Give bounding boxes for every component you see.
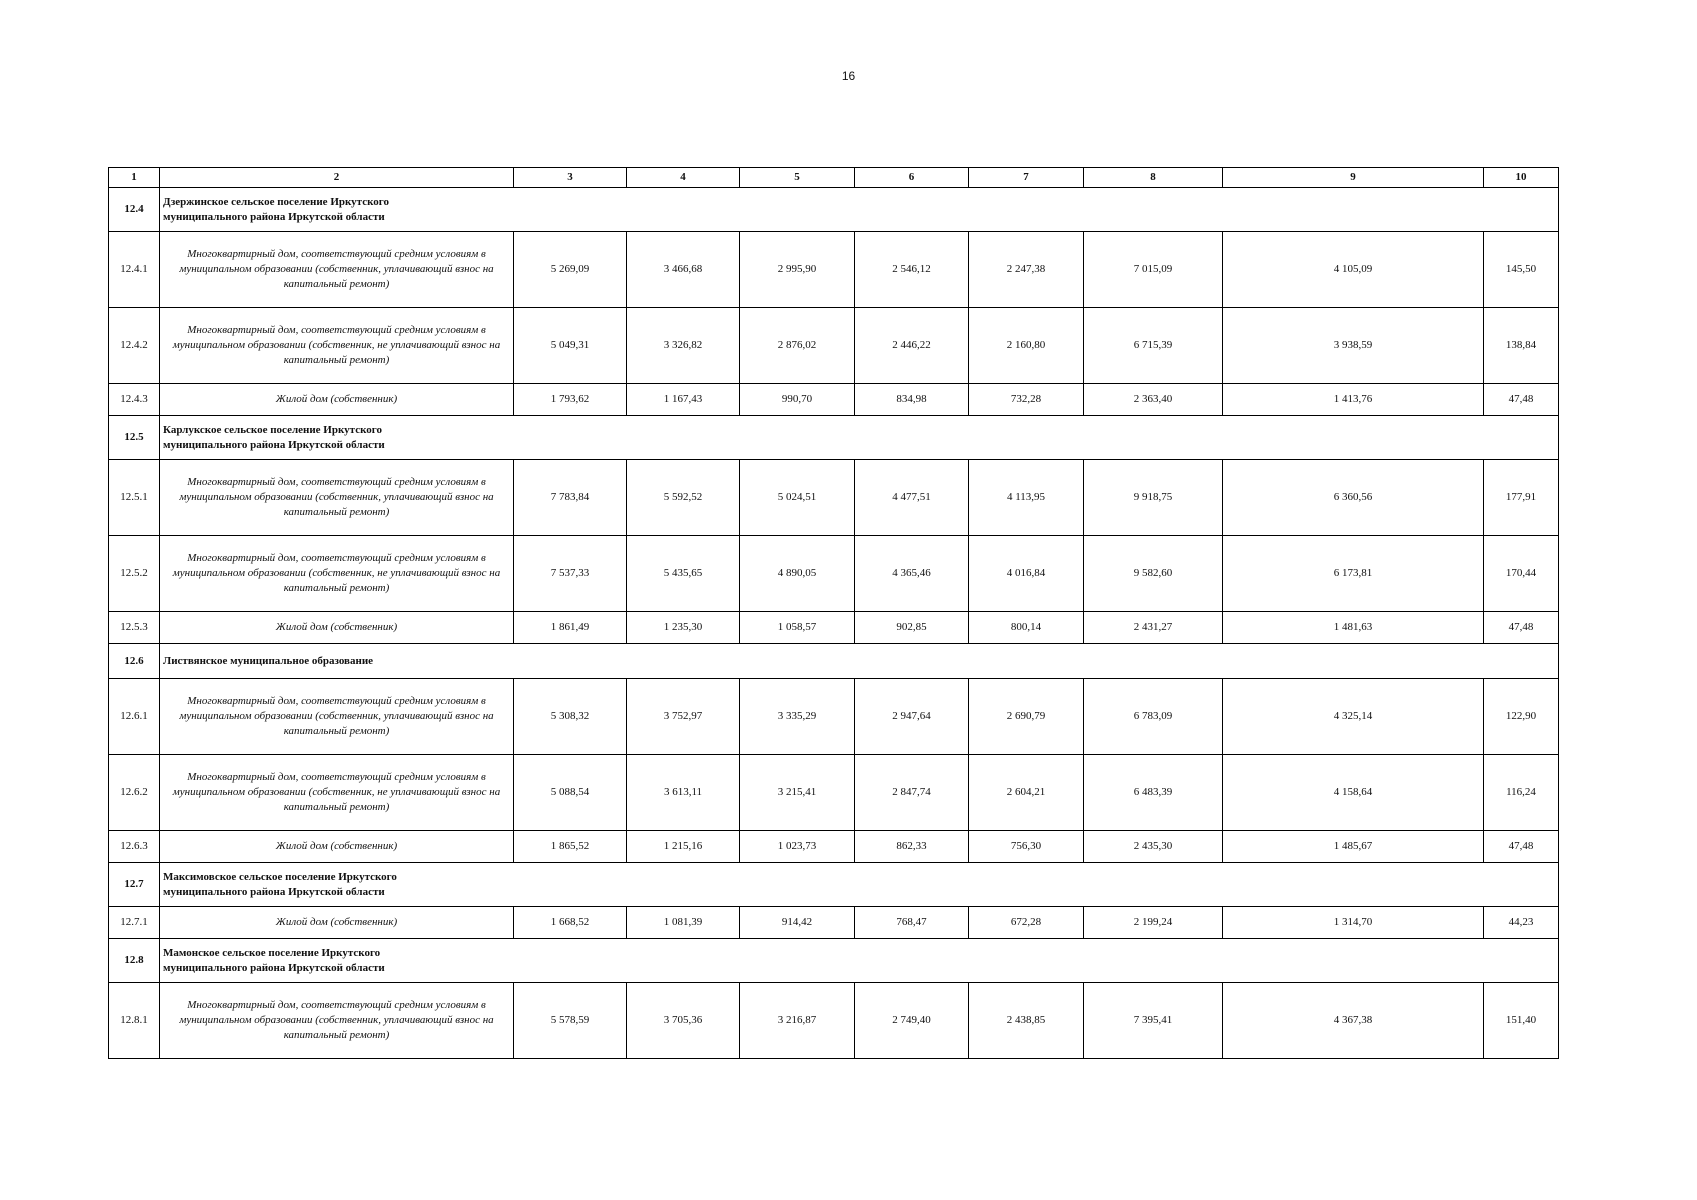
- row-description: Жилой дом (собственник): [160, 384, 514, 416]
- value-cell: 122,90: [1484, 679, 1559, 755]
- row-number: 12.4.2: [109, 308, 160, 384]
- value-cell: 1 481,63: [1223, 612, 1484, 644]
- value-cell: 170,44: [1484, 536, 1559, 612]
- value-cell: 5 269,09: [514, 232, 627, 308]
- section-number: 12.8: [109, 939, 160, 983]
- value-cell: 6 360,56: [1223, 460, 1484, 536]
- row-description: Многоквартирный дом, соответствующий средним условиям в муниципальном образовании (собственник, уплачивающий взнос на капитальный ремонт): [160, 679, 514, 755]
- value-cell: 914,42: [740, 907, 855, 939]
- tariff-table: [108, 167, 1559, 1059]
- value-cell: 2 199,24: [1084, 907, 1223, 939]
- section-row: [109, 644, 1559, 679]
- value-cell: 800,14: [969, 612, 1084, 644]
- section-number: 12.6: [109, 644, 160, 679]
- value-cell: 4 477,51: [855, 460, 969, 536]
- column-header: 10: [1484, 168, 1559, 188]
- column-header: 8: [1084, 168, 1223, 188]
- value-cell: 151,40: [1484, 983, 1559, 1059]
- value-cell: 7 783,84: [514, 460, 627, 536]
- column-header: 7: [969, 168, 1084, 188]
- row-number: 12.5.2: [109, 536, 160, 612]
- section-title-line: муниципального района Иркутской области: [163, 438, 385, 451]
- section-title: [160, 644, 1559, 679]
- value-cell: 6 715,39: [1084, 308, 1223, 384]
- section-number: 12.5: [109, 416, 160, 460]
- column-header: 5: [740, 168, 855, 188]
- value-cell: 3 466,68: [627, 232, 740, 308]
- value-cell: 44,23: [1484, 907, 1559, 939]
- column-header: 3: [514, 168, 627, 188]
- value-cell: 1 485,67: [1223, 831, 1484, 863]
- value-cell: 2 446,22: [855, 308, 969, 384]
- value-cell: 1 793,62: [514, 384, 627, 416]
- value-cell: 862,33: [855, 831, 969, 863]
- value-cell: 4 158,64: [1223, 755, 1484, 831]
- value-cell: 145,50: [1484, 232, 1559, 308]
- column-header: 2: [160, 168, 514, 188]
- value-cell: 3 335,29: [740, 679, 855, 755]
- value-cell: 3 705,36: [627, 983, 740, 1059]
- table-row: [109, 679, 1559, 755]
- value-cell: 732,28: [969, 384, 1084, 416]
- value-cell: 990,70: [740, 384, 855, 416]
- column-header: 9: [1223, 168, 1484, 188]
- value-cell: 2 247,38: [969, 232, 1084, 308]
- value-cell: 3 216,87: [740, 983, 855, 1059]
- row-number: 12.8.1: [109, 983, 160, 1059]
- value-cell: 2 438,85: [969, 983, 1084, 1059]
- value-cell: 756,30: [969, 831, 1084, 863]
- value-cell: 2 363,40: [1084, 384, 1223, 416]
- value-cell: 1 865,52: [514, 831, 627, 863]
- section-title: [160, 939, 1559, 983]
- value-cell: 4 105,09: [1223, 232, 1484, 308]
- value-cell: 5 049,31: [514, 308, 627, 384]
- value-cell: 1 668,52: [514, 907, 627, 939]
- table-row: [109, 460, 1559, 536]
- table-row: [109, 907, 1559, 939]
- value-cell: 47,48: [1484, 831, 1559, 863]
- section-number: 12.4: [109, 188, 160, 232]
- section-title-line: муниципального района Иркутской области: [163, 961, 385, 974]
- section-number: 12.7: [109, 863, 160, 907]
- value-cell: 902,85: [855, 612, 969, 644]
- table-row: [109, 308, 1559, 384]
- value-cell: 5 578,59: [514, 983, 627, 1059]
- value-cell: 9 582,60: [1084, 536, 1223, 612]
- section-row: [109, 939, 1559, 983]
- row-number: 12.5.1: [109, 460, 160, 536]
- value-cell: 2 431,27: [1084, 612, 1223, 644]
- value-cell: 1 023,73: [740, 831, 855, 863]
- row-number: 12.4.3: [109, 384, 160, 416]
- value-cell: 177,91: [1484, 460, 1559, 536]
- value-cell: 2 435,30: [1084, 831, 1223, 863]
- value-cell: 5 024,51: [740, 460, 855, 536]
- value-cell: 5 308,32: [514, 679, 627, 755]
- row-number: 12.6.1: [109, 679, 160, 755]
- value-cell: 1 314,70: [1223, 907, 1484, 939]
- value-cell: 2 690,79: [969, 679, 1084, 755]
- value-cell: 3 613,11: [627, 755, 740, 831]
- section-title-line: Дзержинское сельское поселение Иркутского: [163, 195, 390, 208]
- section-title: [160, 416, 1559, 460]
- table-row: [109, 612, 1559, 644]
- value-cell: 2 876,02: [740, 308, 855, 384]
- table-row: [109, 232, 1559, 308]
- row-description: Многоквартирный дом, соответствующий средним условиям в муниципальном образовании (собственник, уплачивающий взнос на капитальный ремонт): [160, 983, 514, 1059]
- value-cell: 4 367,38: [1223, 983, 1484, 1059]
- row-description: Жилой дом (собственник): [160, 831, 514, 863]
- value-cell: 2 947,64: [855, 679, 969, 755]
- row-number: 12.6.3: [109, 831, 160, 863]
- row-description: Многоквартирный дом, соответствующий средним условиям в муниципальном образовании (собственник, не уплачивающий взнос на капитальный ремонт): [160, 755, 514, 831]
- row-description: Жилой дом (собственник): [160, 612, 514, 644]
- value-cell: 4 016,84: [969, 536, 1084, 612]
- section-title-line: Максимовское сельское поселение Иркутского: [163, 870, 397, 883]
- value-cell: 5 592,52: [627, 460, 740, 536]
- value-cell: 3 215,41: [740, 755, 855, 831]
- row-number: 12.4.1: [109, 232, 160, 308]
- value-cell: 834,98: [855, 384, 969, 416]
- section-title-line: муниципального района Иркутской области: [163, 210, 385, 223]
- table-row: [109, 384, 1559, 416]
- column-header: 4: [627, 168, 740, 188]
- section-row: [109, 188, 1559, 232]
- table-row: [109, 831, 1559, 863]
- row-description: Жилой дом (собственник): [160, 907, 514, 939]
- page-number: 16: [841, 69, 856, 83]
- value-cell: 7 537,33: [514, 536, 627, 612]
- value-cell: 1 861,49: [514, 612, 627, 644]
- section-title: [160, 863, 1559, 907]
- section-title-line: Карлукское сельское поселение Иркутского: [163, 423, 383, 436]
- value-cell: 5 088,54: [514, 755, 627, 831]
- value-cell: 4 890,05: [740, 536, 855, 612]
- table-row: [109, 536, 1559, 612]
- value-cell: 1 215,16: [627, 831, 740, 863]
- value-cell: 138,84: [1484, 308, 1559, 384]
- value-cell: 1 235,30: [627, 612, 740, 644]
- value-cell: 2 847,74: [855, 755, 969, 831]
- column-header-row: [109, 168, 1559, 188]
- value-cell: 2 604,21: [969, 755, 1084, 831]
- section-title: [160, 188, 1559, 232]
- value-cell: 7 395,41: [1084, 983, 1223, 1059]
- value-cell: 2 546,12: [855, 232, 969, 308]
- value-cell: 6 783,09: [1084, 679, 1223, 755]
- section-title-line: Листвянское муниципальное образование: [163, 654, 374, 667]
- value-cell: 3 752,97: [627, 679, 740, 755]
- section-row: [109, 416, 1559, 460]
- value-cell: 9 918,75: [1084, 460, 1223, 536]
- table-row: [109, 983, 1559, 1059]
- value-cell: 4 365,46: [855, 536, 969, 612]
- value-cell: 7 015,09: [1084, 232, 1223, 308]
- table-row: [109, 755, 1559, 831]
- row-number: 12.6.2: [109, 755, 160, 831]
- section-title-line: муниципального района Иркутской области: [163, 885, 385, 898]
- row-number: 12.7.1: [109, 907, 160, 939]
- value-cell: 1 413,76: [1223, 384, 1484, 416]
- value-cell: 116,24: [1484, 755, 1559, 831]
- value-cell: 3 938,59: [1223, 308, 1484, 384]
- row-description: Многоквартирный дом, соответствующий средним условиям в муниципальном образовании (собственник, не уплачивающий взнос на капитальный ремонт): [160, 536, 514, 612]
- value-cell: 2 995,90: [740, 232, 855, 308]
- value-cell: 47,48: [1484, 612, 1559, 644]
- section-row: [109, 863, 1559, 907]
- row-number: 12.5.3: [109, 612, 160, 644]
- value-cell: 4 325,14: [1223, 679, 1484, 755]
- value-cell: 6 483,39: [1084, 755, 1223, 831]
- value-cell: 2 749,40: [855, 983, 969, 1059]
- value-cell: 1 167,43: [627, 384, 740, 416]
- value-cell: 1 058,57: [740, 612, 855, 644]
- column-header: 6: [855, 168, 969, 188]
- value-cell: 5 435,65: [627, 536, 740, 612]
- row-description: Многоквартирный дом, соответствующий средним условиям в муниципальном образовании (собственник, не уплачивающий взнос на капитальный ремонт): [160, 308, 514, 384]
- value-cell: 1 081,39: [627, 907, 740, 939]
- value-cell: 2 160,80: [969, 308, 1084, 384]
- column-header: 1: [109, 168, 160, 188]
- section-title-line: Мамонское сельское поселение Иркутского: [163, 946, 381, 959]
- row-description: Многоквартирный дом, соответствующий средним условиям в муниципальном образовании (собственник, уплачивающий взнос на капитальный ремонт): [160, 460, 514, 536]
- value-cell: 3 326,82: [627, 308, 740, 384]
- value-cell: 672,28: [969, 907, 1084, 939]
- value-cell: 6 173,81: [1223, 536, 1484, 612]
- value-cell: 4 113,95: [969, 460, 1084, 536]
- row-description: Многоквартирный дом, соответствующий средним условиям в муниципальном образовании (собственник, уплачивающий взнос на капитальный ремонт): [160, 232, 514, 308]
- value-cell: 47,48: [1484, 384, 1559, 416]
- value-cell: 768,47: [855, 907, 969, 939]
